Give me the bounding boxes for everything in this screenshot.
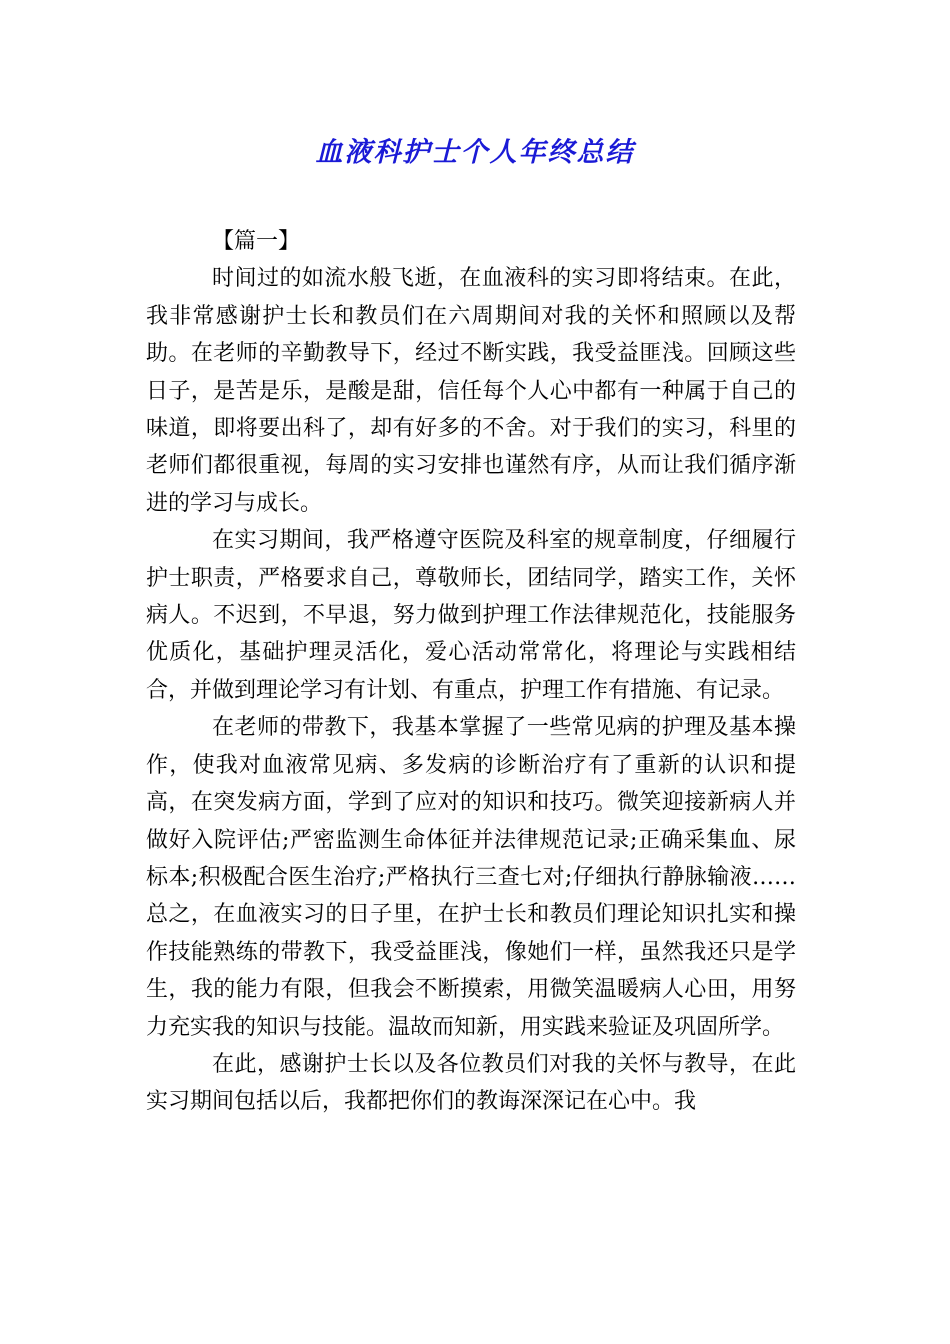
document-body	[146, 223, 796, 1121]
paragraph-3: 在老师的带教下，我基本掌握了一些常见病的护理及基本操作，使我对血液常见病、多发病的诊断治疗有了重新的认识和提高，在突发病方面，学到了应对的知识和技巧。微笑迎接新病人并做好入院评估;严密监测生命体征并法律规范记录;正确采集血、尿标本;积极配合医生治疗;严格执行三查七对;仔细执行静脉输液……总之，在血液实习的日子里，在护士长和教员们理论知识扎实和操作技能熟练的带教下，我受益匪浅，像她们一样，虽然我还只是学生，我的能力有限，但我会不断摸索，用微笑温暖病人心田，用努力充实我的知识与技能。温故而知新，用实践来验证及巩固所学。	[146, 715, 796, 1040]
paragraph-4: 在此，感谢护士长以及各位教员们对我的关怀与教导，在此实习期间包括以后，我都把你们的教诲深深记在心中。我	[146, 1051, 796, 1115]
document-title: 血液科护士个人年终总结	[315, 137, 635, 168]
paragraph-2: 在实习期间，我严格遵守医院及科室的规章制度，仔细履行护士职责，严格要求自己，尊敬师长，团结同学，踏实工作，关怀病人。不迟到，不早退，努力做到护理工作法律规范化，技能服务优质化，基础护理灵活化，爱心活动常常化，将理论与实践相结合，并做到理论学习有计划、有重点，护理工作有措施、有记录。	[146, 528, 796, 703]
paragraph-1: 时间过的如流水般飞逝，在血液科的实习即将结束。在此，我非常感谢护士长和教员们在六周期间对我的关怀和照顾以及帮助。在老师的辛勤教导下，经过不断实践，我受益匪浅。回顾这些日子，是苦是乐，是酸是甜，信任每个人心中都有一种属于自己的味道，即将要出科了，却有好多的不舍。对于我们的实习，科里的老师们都很重视，每周的实习安排也谨然有序，从而让我们循序渐进的学习与成长。	[146, 266, 796, 516]
section-label: 【篇一】	[212, 229, 301, 254]
